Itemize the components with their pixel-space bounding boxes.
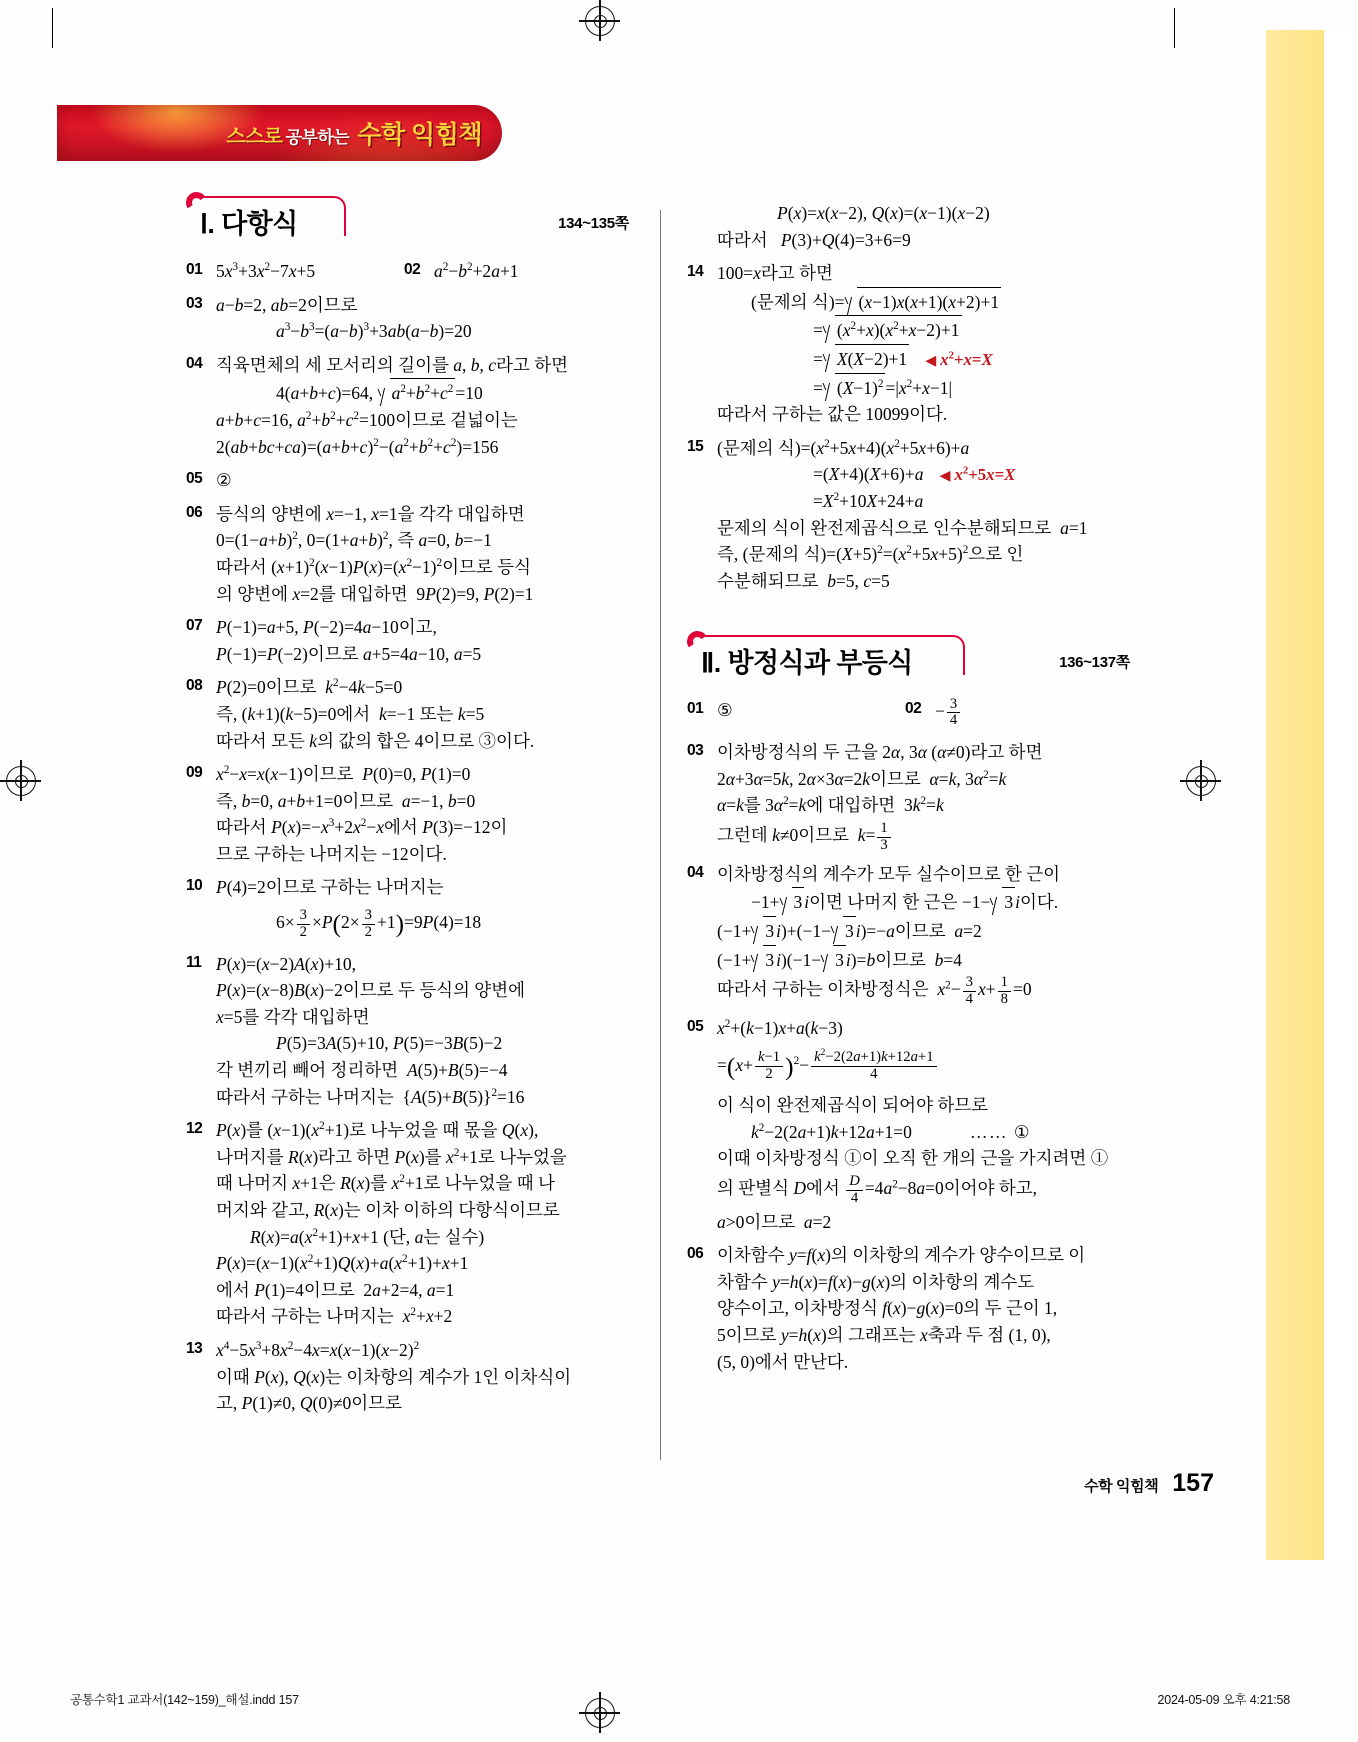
page-folio: [1084, 1469, 1214, 1498]
section-title-1: Ⅰ. 다항식: [200, 209, 298, 239]
imprint-line: 공통수학1 교과서(142~159)_해설.indd 157: [70, 1693, 299, 1707]
banner-text-part1: 스스로: [226, 126, 283, 148]
item-content: a−b=2, ab=2이므로 $a^3-b^3=(a-b)^3+3ab(a-b)=20$: [216, 294, 472, 342]
item-content: 100=x라고 하면 (문제의 식)= (x−1)x(x+1)(x+2)+1 = $(x^2+x)(x^2+x-2)+1$ = X(X−2)+1 ◀ $x^2+x=X$ = $(X-1)^2 =|x^2+x-1|$ 따라서 구하는 값은 10099이다.: [717, 263, 1000, 425]
edge-thumb-tab-margin: [1324, 30, 1358, 1560]
item-number: 15: [687, 437, 704, 455]
answer-item-05: [186, 467, 629, 494]
item-content: 이차방정식의 두 근을 2α, 3α (α≠0)라고 하면 2α+3α=5k, 2α×3α=2k이므로 α=k, $3\alpha^2=k$ α=k를 $3\alpha^2=k$에 대입하면 $3k^2=k$ 그런데 k≠0이므로 k= $\frac{1}{3}$: [717, 742, 1043, 853]
answer-item-11: [186, 951, 629, 1111]
banner-text-group: [226, 115, 482, 151]
item-content: 이차방정식의 계수가 모두 실수이므로 한 근이 −1+ 3 i이면 나머지 한 근은 −1− 3 i이다. (−1+ 3 i)+(−1− 3 i)=−a이므로 a=2 (−1+ 3 i)(−1− 3 i)=b이므로 b=4 따라서 구하는 이차방정식은 $x^2-$ $\frac{3}{4}$ x+ $\frac{1}{8}$ =0: [717, 863, 1061, 1008]
ellipsis-marker: …… ①: [969, 1121, 1032, 1142]
item-content: 직육면체의 세 모서리의 길이를 a, b, c라고 하면 4(a+b+c)=64, $a^2+b^2+c^2 =10$ a+b+c=16, $a^2+b^2+c^2=100$이므로 겉넓이는 $2(ab+bc+ca)=(a+b+c)^2-(a^2+b^2+c^2)=156$: [216, 354, 569, 457]
item-number: 02: [905, 699, 922, 717]
answer-item-10: [186, 874, 629, 943]
answer-item-b02: [905, 697, 962, 730]
item-number: 05: [186, 470, 203, 488]
item-number: 04: [186, 354, 203, 372]
answer-item-b03: [687, 739, 1130, 854]
registration-mark-top: [585, 6, 615, 36]
annotation-note-14: ◀ $x^2+x=X$: [925, 349, 993, 369]
annotation-note-15: ◀ $x^2+5x=X$: [939, 464, 1016, 485]
item-content: P(x)를 $(x-1)(x^2+1)$로 나누었을 때 몫을 Q(x), 나머지를 R(x)라고 하면 P(x)를 $x^2+1$로 나누었을 때 나머지 x+1은 R(x)를 $x^2+1$로 나누었을 때 나 머지와 같고, R(x)는 이차 이하의 다항식이므로 $R(x)=a(x^2+1)+x+1$ (단, a는 실수) $P(x)=(x-1)(x^2+1)Q(x)+a(x^2+1)+x+1$ 에서 P(1)=4이므로 2a+2=4, a=1 따라서 구하는 나머지는 $x^2+x+2$: [216, 1120, 567, 1327]
item-content: ②: [216, 470, 232, 491]
item-content: ⑤: [717, 699, 733, 720]
right-column: [687, 196, 1130, 1382]
header-banner: [57, 105, 502, 161]
item-number: 09: [186, 764, 203, 782]
item-content: P(x)=(x−2)A(x)+10, P(x)=(x−8)B(x)−2이므로 두 등식의 양변에 x=5를 각각 대입하면 P(5)=3A(5)+10, P(5)=−3B(5)−2 각 변끼리 빼어 정리하면 A(5)+B(5)=−4 따라서 구하는 나머지는 $\{A(5)+B(5)\}^2=16$: [216, 953, 526, 1107]
item-content: $x^2+(k-1)x+a(k-3)$ =(x+ $\frac{k-1}{2}$ )$^2$− $\frac{k^2-2(2a+1)k+12a+1}{4}$ 이 식이 완전제곱식이 되어야 하므로 $k^2-2(2a+1)k+12a+1=0$ …… ① 이때 이차방정식 ①이 오직 한 개의 근을 가지려면 ① 의 판별식 D에서 $\frac{D}{4}$ $=4a^2-8a=0$이어야 하고, a>0이므로 a=2: [717, 1017, 1109, 1232]
item-number: 02: [404, 261, 421, 278]
answer-row-b01-b02: [687, 697, 1130, 730]
answer-item-13: [186, 1337, 629, 1417]
crop-mark-top-right: [1174, 8, 1175, 48]
item-number: 08: [186, 677, 203, 695]
item-number: 10: [186, 877, 203, 895]
timestamp-line: 2024-05-09 오후 4:21:58: [1157, 1693, 1290, 1707]
item-number: 05: [687, 1017, 704, 1035]
answer-item-02: [404, 258, 519, 285]
item-content: $5x^3+3x^2-7x+5$: [216, 261, 316, 281]
item-number: 14: [687, 263, 704, 281]
item-content: P(2)=0이므로 $k^2-4k-5=0$ 즉, (k+1)(k−5)=0에서 k=−1 또는 k=5 따라서 모든 k의 값의 합은 4이므로 ③이다.: [216, 677, 535, 751]
item-content: (문제의 식)$=(x^2+5x+4)(x^2+5x+6)+a$ =(X+4)(X+6)+a ◀ $x^2+5x=X$ $=X^2+10X+24+a$ 문제의 식이 완전제곱식으로 인수분해되므로 a=1 즉, (문제의 식)$=(X+5)^2=(x^2+5x+5)^2$으로 인 수분해되므로 b=5, c=5: [717, 437, 1088, 591]
folio-number: 157: [1172, 1469, 1214, 1497]
item-number: 13: [186, 1339, 203, 1357]
answer-item-b01: [687, 697, 905, 724]
answer-item-b06: [687, 1242, 1130, 1375]
item-content: P(−1)=a+5, P(−2)=4a−10이고, P(−1)=P(−2)이므로 a+5=4a−10, a=5: [216, 617, 482, 664]
answer-item-08: [186, 674, 629, 754]
registration-mark-left: [6, 766, 36, 796]
answer-item-b05: [687, 1015, 1130, 1235]
item-content: $x^4-5x^3+8x^2-4x=x(x-1)(x-2)^2$ 이때 P(x), Q(x)는 이차항의 계수가 1인 이차식이 고, P(1)≠0, Q(0)≠0이므로: [216, 1339, 572, 1414]
banner-text-part3: 수학 익힘책: [357, 121, 482, 149]
answer-item-12: [186, 1117, 629, 1330]
answer-item-03: [186, 292, 629, 345]
answer-item-09: [186, 761, 629, 867]
registration-mark-bottom: [585, 1698, 615, 1728]
item-number: 06: [687, 1245, 704, 1263]
item-number: 01: [186, 261, 203, 278]
section-header-1: [186, 196, 629, 242]
item-number: 04: [687, 863, 704, 881]
answer-item-01: [186, 258, 404, 285]
item-number: 03: [687, 742, 704, 760]
item-number: 11: [186, 953, 202, 971]
answer-item-15: [687, 435, 1130, 595]
answer-item-06: [186, 501, 629, 607]
answer-item-b04: [687, 861, 1130, 1008]
section-header-2: [687, 635, 1130, 681]
item-content: 등식의 양변에 x=−1, x=1을 각각 대입하면 $0=(1-a+b)^2$, $0=(1+a+b)^2$, 즉 a=0, b=−1 따라서 $(x+1)^2(x-1)P(x)=(x^2-1)^2$이므로 등식 의 양변에 x=2를 대입하면 9P(2)=9, P(2)=1: [216, 503, 534, 604]
item-number: 07: [186, 617, 203, 635]
registration-mark-right: [1186, 766, 1216, 796]
item-number: 06: [186, 503, 203, 521]
item-number: 01: [687, 699, 704, 717]
item-content: $x^2-x=x(x-1)$이므로 P(0)=0, P(1)=0 즉, b=0, a+b+1=0이므로 a=−1, b=0 따라서 $P(x)=-x^3+2x^2-x$에서 P(3)=−12이 므로 구하는 나머지는 −12이다.: [216, 764, 508, 864]
section-title-2: Ⅱ. 방정식과 부등식: [701, 647, 913, 678]
item-content: P(x)=x(x−2), Q(x)=(x−1)(x−2) 따라서 P(3)+Q(4)=3+6=9: [717, 203, 990, 250]
answer-item-13-continued: [687, 200, 1130, 253]
section-pages-2: 136~137쪽: [1059, 653, 1130, 671]
left-column: [186, 196, 629, 1424]
item-number: 12: [186, 1120, 203, 1138]
answer-row-01-02: [186, 258, 629, 285]
answer-item-07: [186, 614, 629, 667]
answer-item-04: [186, 352, 629, 460]
banner-text-part2: 공부하는: [285, 128, 350, 147]
crop-mark-top-left: [52, 8, 53, 48]
section-pages-1: 134~135쪽: [558, 215, 629, 232]
item-content: $a^2-b^2+2a+1$: [434, 261, 519, 281]
item-number: 03: [186, 294, 203, 312]
item-content: − $\frac{3}{4}$: [935, 697, 962, 730]
item-content: P(4)=2이므로 구하는 나머지는 6× $\frac{3}{2}$ ×P(2× $\frac{3}{2}$ +1)=9P(4)=18: [216, 877, 482, 940]
folio-label: 수학 익힘책: [1084, 1478, 1159, 1495]
answer-item-14: [687, 260, 1130, 428]
item-content: 이차함수 y=f(x)의 이차항의 계수가 양수이므로 이 차함수 y=h(x)=f(x)−g(x)의 이차항의 계수도 양수이고, 이차방정식 f(x)−g(x)=0의 두 근이 1, 5이므로 y=h(x)의 그래프는 x축과 두 점 (1, 0), (5, 0)에서 만난다.: [717, 1245, 1086, 1372]
column-divider: [660, 210, 661, 1460]
